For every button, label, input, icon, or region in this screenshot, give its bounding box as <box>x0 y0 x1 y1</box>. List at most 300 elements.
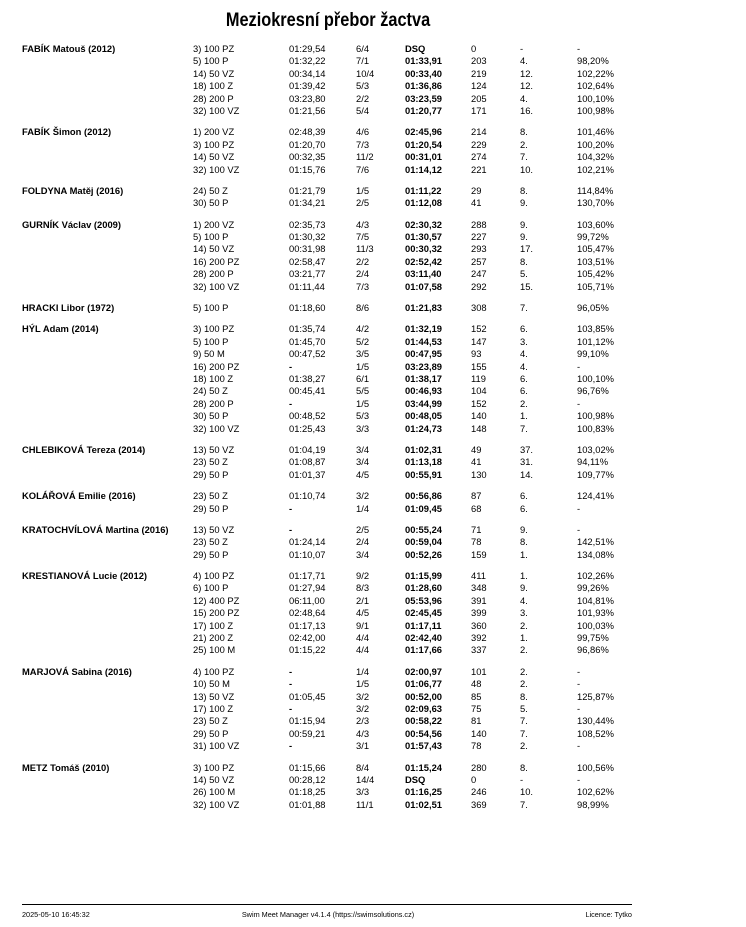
place: 4. <box>520 360 528 372</box>
event: 13) 50 VZ <box>193 523 235 535</box>
place: 2. <box>520 678 528 690</box>
place: 1. <box>520 548 528 560</box>
heat-lane: 2/2 <box>356 255 370 267</box>
swimmer-block <box>0 570 746 657</box>
event: 4) 100 PZ <box>193 570 235 582</box>
place: 9. <box>520 231 528 243</box>
entry-time: 01:10,74 <box>289 490 326 502</box>
swimmer-name: HRACKI Libor (1972) <box>22 302 115 314</box>
percent: 98,20% <box>577 55 609 67</box>
event: 23) 50 Z <box>193 715 228 727</box>
heat-lane: 8/4 <box>356 761 370 773</box>
entry-time: 01:38,27 <box>289 372 326 384</box>
swimmer-block <box>0 219 746 293</box>
points: 171 <box>471 104 487 116</box>
result-time: 01:07,58 <box>405 280 443 292</box>
event: 17) 100 Z <box>193 702 234 714</box>
event: 29) 50 P <box>193 548 229 560</box>
place: 1. <box>520 410 528 422</box>
result-row <box>0 536 746 548</box>
place: 37. <box>520 443 534 455</box>
heat-lane: 4/6 <box>356 126 370 138</box>
swimmer-name: FABÍK Šimon (2012) <box>22 126 112 138</box>
entry-time: 01:15,66 <box>289 761 326 773</box>
result-time: 00:33,40 <box>405 67 443 79</box>
points: 337 <box>471 644 487 656</box>
points: 229 <box>471 138 487 150</box>
heat-lane: 7/6 <box>356 163 370 175</box>
result-time: 01:24,73 <box>405 422 443 434</box>
event: 32) 100 VZ <box>193 798 240 810</box>
event: 17) 100 Z <box>193 619 234 631</box>
result-time: 01:17,11 <box>405 619 442 631</box>
heat-lane: 3/3 <box>356 422 370 434</box>
result-time: 02:52,42 <box>405 255 443 267</box>
points: 348 <box>471 582 487 594</box>
heat-lane: 4/4 <box>356 632 370 644</box>
heat-lane: 1/5 <box>356 360 370 372</box>
result-time: 01:36,86 <box>405 80 443 92</box>
percent: - <box>577 678 581 690</box>
points: 68 <box>471 502 482 514</box>
heat-lane: 3/3 <box>356 786 370 798</box>
result-row <box>0 243 746 255</box>
percent: 105,47% <box>577 243 615 255</box>
percent: 103,51% <box>577 255 615 267</box>
percent: 124,41% <box>577 490 615 502</box>
result-row <box>0 503 746 515</box>
result-time: 00:54,56 <box>405 727 443 739</box>
result-row <box>0 126 746 138</box>
points: 140 <box>471 410 487 422</box>
entry-time: - <box>289 502 293 514</box>
result-time: 01:16,25 <box>405 786 443 798</box>
place: 6. <box>520 323 528 335</box>
points: 140 <box>471 727 487 739</box>
swimmer-name: KRESTIANOVÁ Lucie (2012) <box>22 570 148 582</box>
event: 13) 50 VZ <box>193 443 235 455</box>
event: 29) 50 P <box>193 502 229 514</box>
points: 0 <box>471 773 477 785</box>
result-time: 03:23,89 <box>405 360 443 372</box>
place: 9. <box>520 218 528 230</box>
result-row <box>0 728 746 740</box>
result-row <box>0 490 746 502</box>
percent: 101,12% <box>577 335 615 347</box>
place: 9. <box>520 523 528 535</box>
result-row <box>0 678 746 690</box>
place: 9. <box>520 197 528 209</box>
place: 8. <box>520 184 528 196</box>
result-row <box>0 644 746 656</box>
points: 81 <box>471 715 482 727</box>
place: 6. <box>520 490 528 502</box>
points: 392 <box>471 632 487 644</box>
place: 31. <box>520 456 534 468</box>
place: 16. <box>520 104 534 116</box>
points: 101 <box>471 665 487 677</box>
points: 71 <box>471 523 482 535</box>
entry-time: 01:27,94 <box>289 582 326 594</box>
entry-time: 01:25,43 <box>289 422 326 434</box>
result-time: 01:44,53 <box>405 335 443 347</box>
percent: 96,76% <box>577 385 609 397</box>
result-row <box>0 607 746 619</box>
event: 16) 200 PZ <box>193 360 240 372</box>
place: 2. <box>520 644 528 656</box>
entry-time: - <box>289 523 293 535</box>
heat-lane: 11/3 <box>356 243 374 255</box>
swimmer-block <box>0 490 746 515</box>
event: 32) 100 VZ <box>193 163 240 175</box>
event: 4) 100 PZ <box>193 665 235 677</box>
percent: 100,10% <box>577 372 615 384</box>
result-row <box>0 774 746 786</box>
footer-software: Swim Meet Manager v4.1.4 (https://swimsolutions.cz) <box>241 910 415 919</box>
place: 6. <box>520 502 528 514</box>
entry-time: 01:21,56 <box>289 104 326 116</box>
percent: 130,44% <box>577 715 615 727</box>
swimmer-name: KRATOCHVÍLOVÁ Martina (2016) <box>22 523 169 535</box>
event: 5) 100 P <box>193 55 229 67</box>
result-time: DSQ <box>405 43 426 54</box>
percent: 100,03% <box>577 619 615 631</box>
percent: 101,93% <box>577 607 615 619</box>
event: 28) 200 P <box>193 92 234 104</box>
event: 15) 200 PZ <box>193 607 240 619</box>
swimmer-name: CHLEBIKOVÁ Tereza (2014) <box>22 443 146 455</box>
points: 288 <box>471 218 487 230</box>
entry-time: 01:17,71 <box>289 570 326 582</box>
event: 6) 100 P <box>193 582 229 594</box>
result-row <box>0 302 746 314</box>
results-list <box>0 43 746 820</box>
heat-lane: 5/2 <box>356 335 370 347</box>
entry-time: 03:21,77 <box>289 268 326 280</box>
result-row <box>0 93 746 105</box>
result-row <box>0 268 746 280</box>
place: 8. <box>520 536 528 548</box>
result-row <box>0 219 746 231</box>
result-time: 00:46,93 <box>405 385 443 397</box>
percent: 114,84% <box>577 184 614 196</box>
swimmer-block <box>0 185 746 210</box>
event: 30) 50 P <box>193 197 229 209</box>
heat-lane: 2/1 <box>356 594 370 606</box>
entry-time: 02:42,00 <box>289 632 326 644</box>
result-time: 00:55,24 <box>405 523 443 535</box>
points: 293 <box>471 243 487 255</box>
percent: 102,62% <box>577 786 615 798</box>
event: 29) 50 P <box>193 727 229 739</box>
result-row <box>0 43 746 55</box>
points: 159 <box>471 548 487 560</box>
swimmer-name: FABÍK Matouš (2012) <box>22 43 116 54</box>
heat-lane: 1/4 <box>356 665 370 677</box>
event: 3) 100 PZ <box>193 43 235 54</box>
entry-time: - <box>289 665 293 677</box>
place: 4. <box>520 55 528 67</box>
result-row <box>0 570 746 582</box>
event: 14) 50 VZ <box>193 67 235 79</box>
place: 4. <box>520 92 528 104</box>
heat-lane: 7/3 <box>356 280 370 292</box>
event: 24) 50 Z <box>193 385 228 397</box>
result-time: 03:11,40 <box>405 268 442 280</box>
event: 28) 200 P <box>193 268 234 280</box>
points: 0 <box>471 43 477 54</box>
event: 13) 50 VZ <box>193 690 235 702</box>
percent: 105,71% <box>577 280 615 292</box>
points: 292 <box>471 280 487 292</box>
heat-lane: 3/4 <box>356 548 370 560</box>
entry-time: 01:34,21 <box>289 197 326 209</box>
result-time: 01:28,60 <box>405 582 443 594</box>
result-time: 03:44,99 <box>405 397 443 409</box>
event: 1) 200 VZ <box>193 126 235 138</box>
entry-time: 01:20,70 <box>289 138 326 150</box>
entry-time: 01:18,60 <box>289 302 326 314</box>
swimmer-block <box>0 762 746 812</box>
percent: - <box>577 397 581 409</box>
heat-lane: 6/4 <box>356 43 370 54</box>
place: 7. <box>520 422 528 434</box>
result-row <box>0 398 746 410</box>
points: 257 <box>471 255 487 267</box>
result-time: 00:31,01 <box>405 151 443 163</box>
swimmer-block <box>0 126 746 176</box>
entry-time: 02:35,73 <box>289 218 326 230</box>
place: 14. <box>520 468 534 480</box>
entry-time: 01:17,13 <box>289 619 326 631</box>
result-row <box>0 68 746 80</box>
event: 5) 100 P <box>193 231 229 243</box>
result-row <box>0 799 746 811</box>
points: 49 <box>471 443 482 455</box>
result-time: 00:47,95 <box>405 348 443 360</box>
place: 8. <box>520 761 528 773</box>
entry-time: 01:45,70 <box>289 335 326 347</box>
heat-lane: 4/5 <box>356 607 370 619</box>
result-time: 00:56,86 <box>405 490 443 502</box>
result-time: 01:38,17 <box>405 372 443 384</box>
event: 3) 100 PZ <box>193 761 235 773</box>
heat-lane: 3/2 <box>356 490 370 502</box>
event: 18) 100 Z <box>193 372 234 384</box>
points: 147 <box>471 335 487 347</box>
place: 4. <box>520 594 528 606</box>
result-row <box>0 80 746 92</box>
points: 246 <box>471 786 487 798</box>
result-row <box>0 666 746 678</box>
event: 3) 100 PZ <box>193 323 235 335</box>
entry-time: 01:24,14 <box>289 536 326 548</box>
result-row <box>0 385 746 397</box>
place: 10. <box>520 786 534 798</box>
place: 5. <box>520 268 528 280</box>
heat-lane: 2/5 <box>356 197 370 209</box>
result-time: 01:15,99 <box>405 570 443 582</box>
points: 214 <box>471 126 487 138</box>
percent: - <box>577 773 581 785</box>
heat-lane: 1/4 <box>356 502 370 514</box>
event: 31) 100 VZ <box>193 740 240 752</box>
result-time: 00:59,04 <box>405 536 443 548</box>
result-time: 02:42,40 <box>405 632 443 644</box>
result-row <box>0 703 746 715</box>
place: 8. <box>520 690 528 702</box>
entry-time: 01:21,79 <box>289 184 326 196</box>
result-time: 02:45,45 <box>405 607 443 619</box>
heat-lane: 1/5 <box>356 397 370 409</box>
event: 24) 50 Z <box>193 184 228 196</box>
place: 15. <box>520 280 534 292</box>
percent: 134,08% <box>577 548 615 560</box>
result-row <box>0 323 746 335</box>
entry-time: 01:18,25 <box>289 786 326 798</box>
percent: 99,26% <box>577 582 609 594</box>
heat-lane: 5/4 <box>356 104 370 116</box>
heat-lane: 4/3 <box>356 727 370 739</box>
result-time: 00:48,05 <box>405 410 443 422</box>
entry-time: 03:23,80 <box>289 92 326 104</box>
result-row <box>0 423 746 435</box>
result-time: 05:53,96 <box>405 594 443 606</box>
percent: 99,10% <box>577 348 609 360</box>
event: 14) 50 VZ <box>193 773 235 785</box>
place: - <box>520 43 524 54</box>
percent: 100,10% <box>577 92 615 104</box>
event: 25) 100 M <box>193 644 236 656</box>
percent: 104,81% <box>577 594 615 606</box>
entry-time: 01:08,87 <box>289 456 326 468</box>
result-row <box>0 582 746 594</box>
points: 152 <box>471 397 487 409</box>
percent: 94,11% <box>577 456 609 468</box>
percent: 105,42% <box>577 268 615 280</box>
entry-time: 01:01,88 <box>289 798 326 810</box>
percent: - <box>577 502 581 514</box>
heat-lane: 3/5 <box>356 348 370 360</box>
heat-lane: 11/2 <box>356 151 374 163</box>
place: 1. <box>520 632 528 644</box>
percent: 99,75% <box>577 632 609 644</box>
heat-lane: 6/1 <box>356 372 370 384</box>
place: 4. <box>520 348 528 360</box>
result-time: 01:02,51 <box>405 798 443 810</box>
result-row <box>0 373 746 385</box>
entry-time: 01:15,76 <box>289 163 326 175</box>
points: 85 <box>471 690 482 702</box>
result-time: 01:21,83 <box>405 302 443 314</box>
entry-time: 01:01,37 <box>289 468 326 480</box>
result-row <box>0 410 746 422</box>
heat-lane: 9/2 <box>356 570 370 582</box>
heat-lane: 7/3 <box>356 138 370 150</box>
points: 360 <box>471 619 487 631</box>
heat-lane: 1/5 <box>356 678 370 690</box>
place: 2. <box>520 740 528 752</box>
result-row <box>0 281 746 293</box>
result-time: 01:11,22 <box>405 184 442 196</box>
percent: 103,85% <box>577 323 615 335</box>
points: 41 <box>471 197 482 209</box>
swimmer-block <box>0 444 746 481</box>
percent: - <box>577 665 581 677</box>
heat-lane: 3/2 <box>356 702 370 714</box>
swimmer-block <box>0 524 746 561</box>
points: 119 <box>471 372 486 384</box>
heat-lane: 5/5 <box>356 385 370 397</box>
entry-time: - <box>289 678 293 690</box>
heat-lane: 3/2 <box>356 690 370 702</box>
heat-lane: 8/6 <box>356 302 370 314</box>
event: 21) 200 Z <box>193 632 234 644</box>
percent: 102,21% <box>577 163 615 175</box>
event: 10) 50 M <box>193 678 230 690</box>
percent: 96,86% <box>577 644 609 656</box>
percent: 142,51% <box>577 536 615 548</box>
result-time: 01:13,18 <box>405 456 443 468</box>
percent: 130,70% <box>577 197 615 209</box>
place: 7. <box>520 798 528 810</box>
result-row <box>0 469 746 481</box>
result-row <box>0 786 746 798</box>
result-row <box>0 444 746 456</box>
result-time: 00:58,22 <box>405 715 443 727</box>
place: 3. <box>520 607 528 619</box>
heat-lane: 8/3 <box>356 582 370 594</box>
heat-lane: 3/1 <box>356 740 370 752</box>
event: 14) 50 VZ <box>193 151 235 163</box>
place: 2. <box>520 619 528 631</box>
percent: 96,05% <box>577 302 609 314</box>
place: 7. <box>520 151 528 163</box>
result-row <box>0 336 746 348</box>
place: 10. <box>520 163 534 175</box>
points: 93 <box>471 348 482 360</box>
percent: - <box>577 523 581 535</box>
percent: 100,98% <box>577 410 615 422</box>
result-time: 01:20,77 <box>405 104 443 116</box>
result-time: 00:52,26 <box>405 548 443 560</box>
place: 7. <box>520 715 528 727</box>
event: 28) 200 P <box>193 397 234 409</box>
entry-time: - <box>289 740 293 752</box>
swimmer-block <box>0 666 746 753</box>
result-time: 01:30,57 <box>405 231 443 243</box>
heat-lane: 7/5 <box>356 231 370 243</box>
event: 30) 50 P <box>193 410 229 422</box>
result-time: 03:23,59 <box>405 92 443 104</box>
points: 148 <box>471 422 487 434</box>
entry-time: 00:47,52 <box>289 348 326 360</box>
heat-lane: 4/2 <box>356 323 370 335</box>
place: 17. <box>520 243 534 255</box>
result-row <box>0 740 746 752</box>
result-row <box>0 620 746 632</box>
points: 203 <box>471 55 487 67</box>
points: 104 <box>471 385 487 397</box>
points: 399 <box>471 607 487 619</box>
event: 32) 100 VZ <box>193 104 240 116</box>
result-time: 01:15,24 <box>405 761 443 773</box>
percent: 99,72% <box>577 231 609 243</box>
percent: 108,52% <box>577 727 615 739</box>
result-row <box>0 164 746 176</box>
result-time: 00:52,00 <box>405 690 443 702</box>
swimmer-block <box>0 302 746 314</box>
